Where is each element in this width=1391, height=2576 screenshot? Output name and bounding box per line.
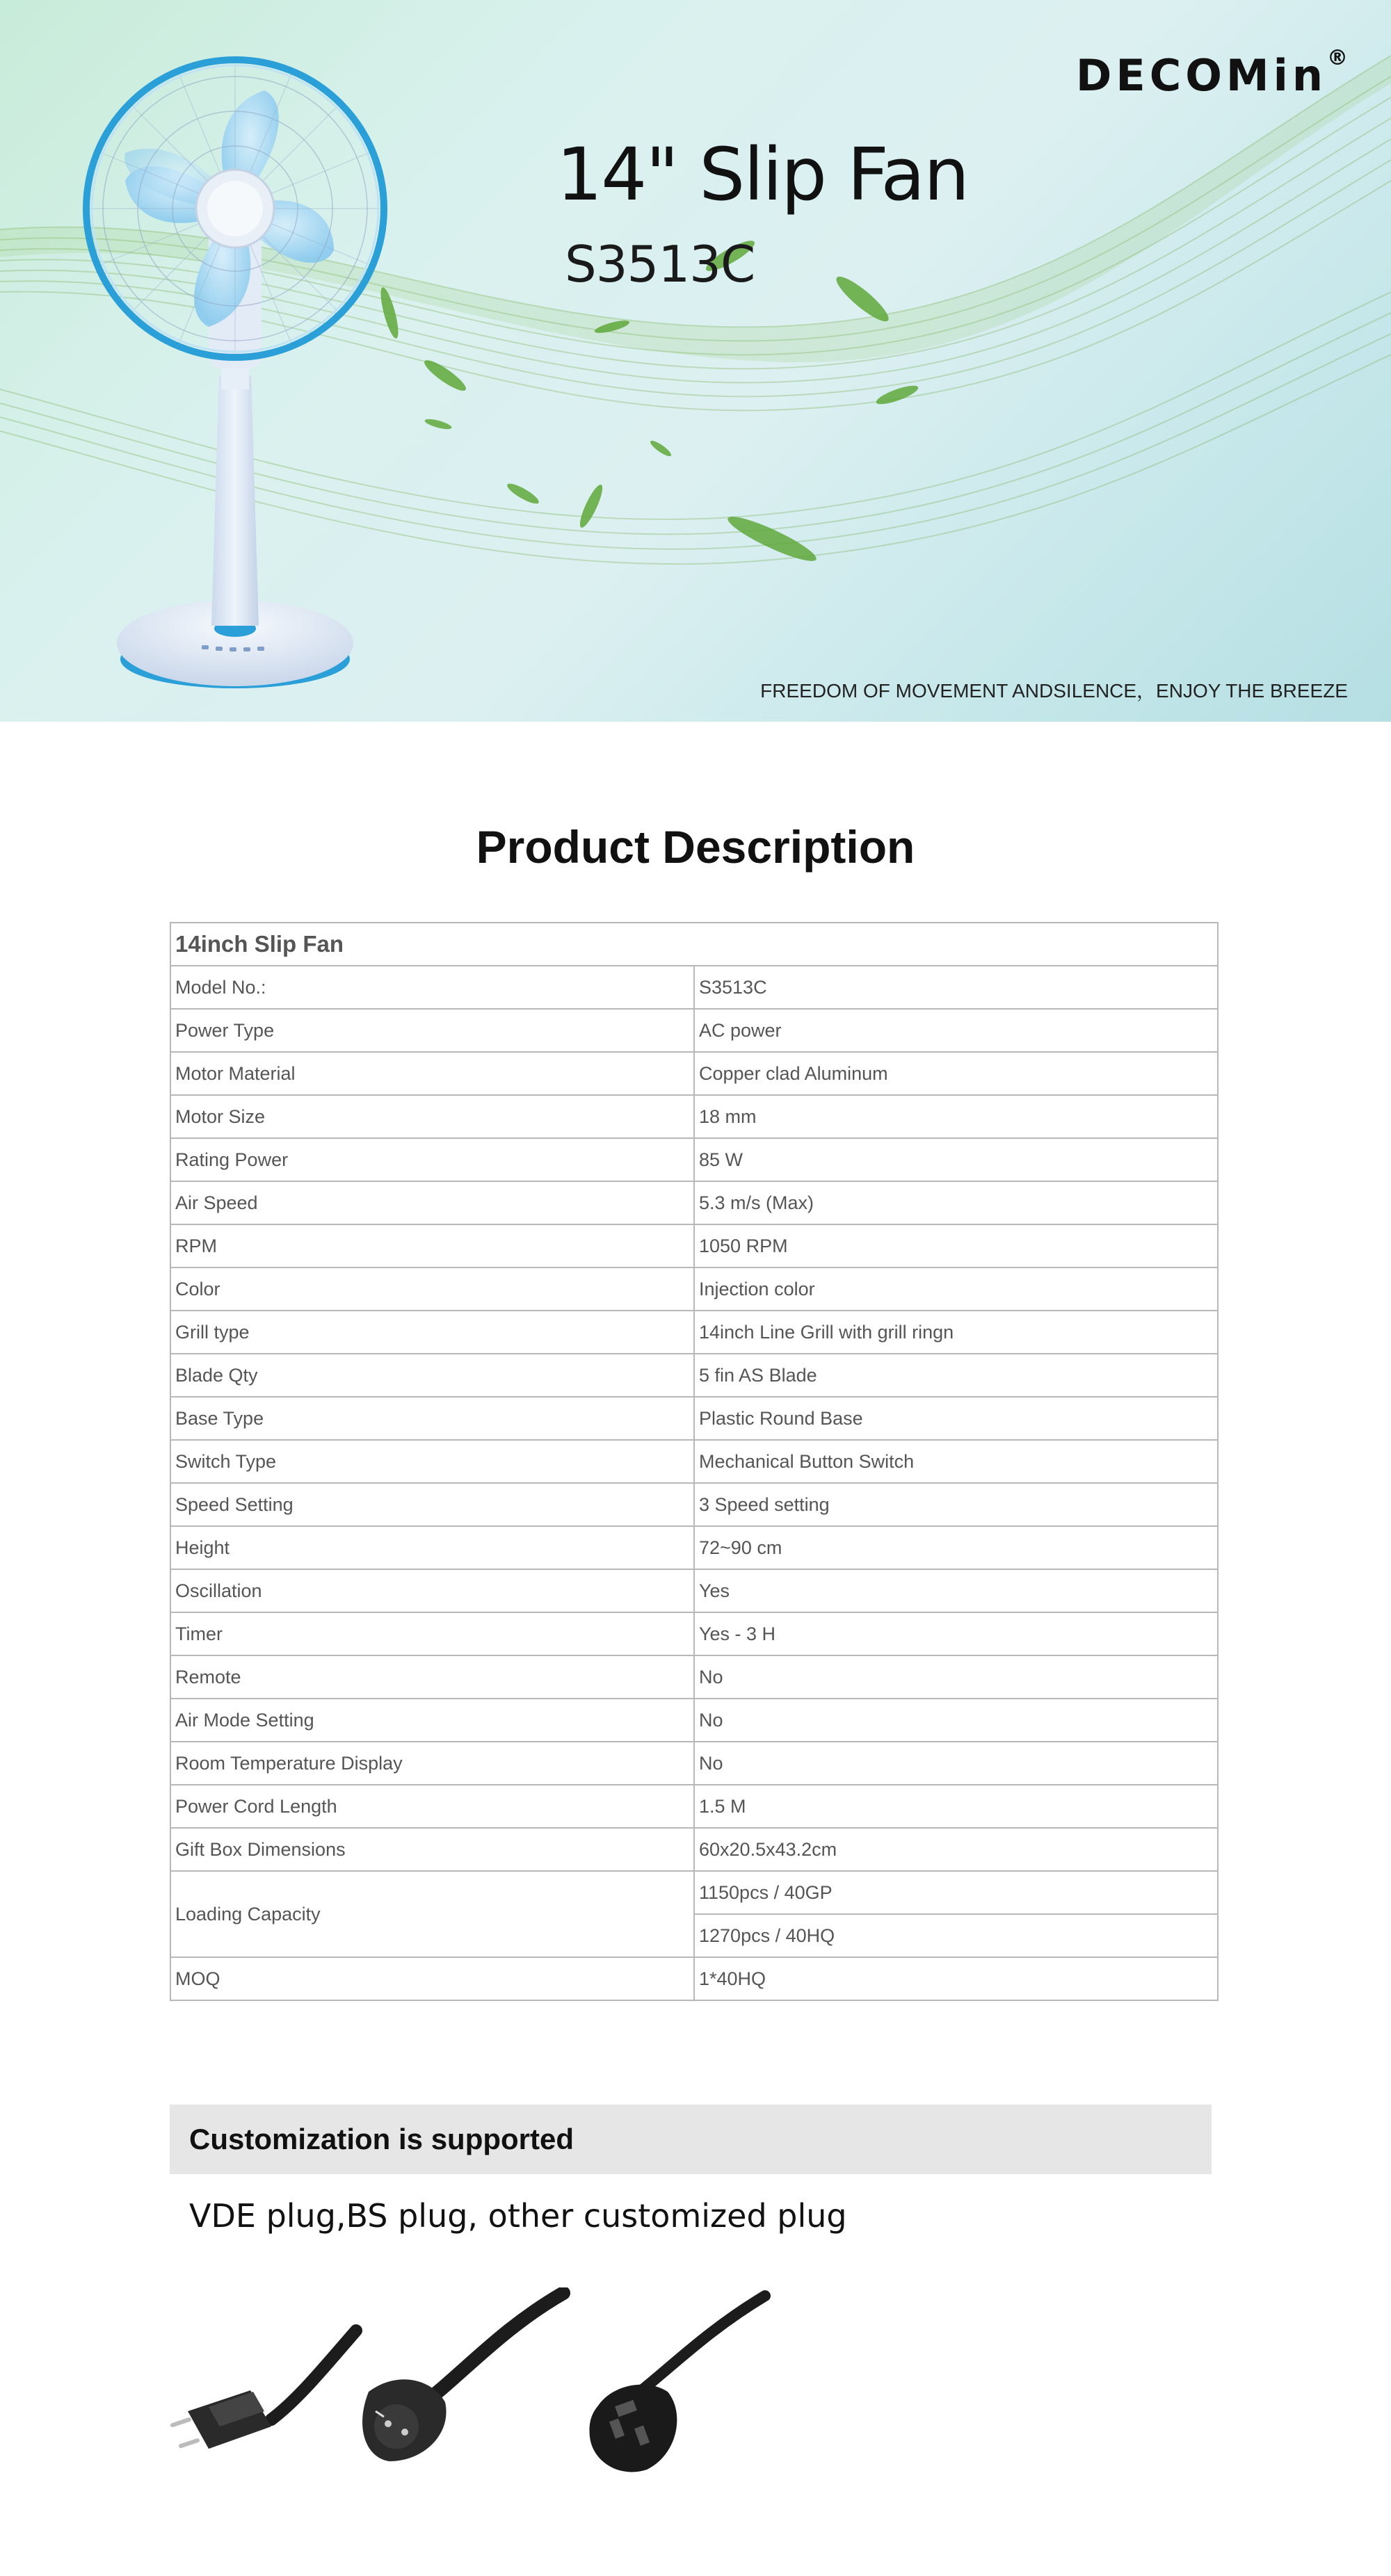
spec-label: Speed Setting xyxy=(170,1483,694,1526)
hero-banner xyxy=(0,0,1391,722)
fan-image xyxy=(86,60,384,688)
spec-value: No xyxy=(694,1655,1218,1699)
table-row xyxy=(170,1828,1218,1871)
spec-label: MOQ xyxy=(170,1957,694,2000)
spec-value: No xyxy=(694,1699,1218,1742)
spec-value: No xyxy=(694,1742,1218,1785)
table-row xyxy=(170,1871,1218,1914)
table-row xyxy=(170,1526,1218,1569)
spec-label: Power Type xyxy=(170,1009,694,1052)
spec-value: Plastic Round Base xyxy=(694,1397,1218,1440)
table-row xyxy=(170,1483,1218,1526)
spec-label: Motor Size xyxy=(170,1095,694,1138)
spec-value: Yes - 3 H xyxy=(694,1612,1218,1655)
spec-label: Color xyxy=(170,1267,694,1311)
table-row xyxy=(170,1655,1218,1699)
customization-text: VDE plug,BS plug, other customized plug xyxy=(189,2197,847,2235)
spec-value: Copper clad Aluminum xyxy=(694,1052,1218,1095)
table-row xyxy=(170,1742,1218,1785)
spec-label: Height xyxy=(170,1526,694,1569)
brand-logo: DECOMin® xyxy=(1075,46,1348,101)
spec-value: 3 Speed setting xyxy=(694,1483,1218,1526)
table-row xyxy=(170,1397,1218,1440)
spec-value: 18 mm xyxy=(694,1095,1218,1138)
table-row xyxy=(170,1311,1218,1354)
spec-label: Gift Box Dimensions xyxy=(170,1828,694,1871)
table-row xyxy=(170,1095,1218,1138)
table-row xyxy=(170,1440,1218,1483)
spec-table xyxy=(170,922,1219,2001)
table-row xyxy=(170,1354,1218,1397)
spec-label: Model No.: xyxy=(170,966,694,1009)
spec-label: Loading Capacity xyxy=(170,1871,694,1957)
spec-value: 1150pcs / 40GP xyxy=(694,1871,1218,1914)
spec-value: Injection color xyxy=(694,1267,1218,1311)
spec-value: 5 fin AS Blade xyxy=(694,1354,1218,1397)
spec-label: Base Type xyxy=(170,1397,694,1440)
spec-value: 1270pcs / 40HQ xyxy=(694,1914,1218,1957)
table-row xyxy=(170,966,1218,1009)
schuko-plug-icon xyxy=(362,2293,563,2461)
spec-label: Rating Power xyxy=(170,1138,694,1181)
spec-value: 1.5 M xyxy=(694,1785,1218,1828)
bs-plug-icon xyxy=(590,2296,766,2472)
hero-model: S3513C xyxy=(565,235,755,293)
spec-label: Remote xyxy=(170,1655,694,1699)
spec-label: Oscillation xyxy=(170,1569,694,1612)
table-row xyxy=(170,1612,1218,1655)
customization-heading: Customization is supported xyxy=(170,2105,1212,2174)
hero-background xyxy=(0,0,1391,722)
table-row xyxy=(170,1785,1218,1828)
spec-value: 1*40HQ xyxy=(694,1957,1218,2000)
hero-tagline: FREEDOM OF MOVEMENT ANDSILENCE，ENJOY THE BREEZE xyxy=(760,680,1348,702)
table-row xyxy=(170,1052,1218,1095)
table-row xyxy=(170,1138,1218,1181)
spec-value: Mechanical Button Switch xyxy=(694,1440,1218,1483)
section-title: Product Description xyxy=(476,821,915,873)
hero-title: 14" Slip Fan xyxy=(556,132,969,217)
vde-plug-icon xyxy=(172,2331,356,2449)
spec-label: Room Temperature Display xyxy=(170,1742,694,1785)
spec-value: AC power xyxy=(694,1009,1218,1052)
table-row xyxy=(170,1699,1218,1742)
spec-label: Motor Material xyxy=(170,1052,694,1095)
spec-value: 85 W xyxy=(694,1138,1218,1181)
spec-label: Power Cord Length xyxy=(170,1785,694,1828)
spec-label: Blade Qty xyxy=(170,1354,694,1397)
spec-label: Timer xyxy=(170,1612,694,1655)
spec-value: 14inch Line Grill with grill ringn xyxy=(694,1311,1218,1354)
table-title-row xyxy=(170,923,1218,966)
table-row xyxy=(170,1267,1218,1311)
spec-value: 5.3 m/s (Max) xyxy=(694,1181,1218,1224)
spec-value: S3513C xyxy=(694,966,1218,1009)
plug-images xyxy=(167,2287,793,2496)
spec-label: Air Mode Setting xyxy=(170,1699,694,1742)
spec-value: 1050 RPM xyxy=(694,1224,1218,1267)
spec-value: 60x20.5x43.2cm xyxy=(694,1828,1218,1871)
table-row xyxy=(170,1957,1218,2000)
table-row xyxy=(170,1181,1218,1224)
spec-label: Switch Type xyxy=(170,1440,694,1483)
spec-label: Air Speed xyxy=(170,1181,694,1224)
spec-value: 72~90 cm xyxy=(694,1526,1218,1569)
table-title: 14inch Slip Fan xyxy=(170,923,1218,966)
spec-value: Yes xyxy=(694,1569,1218,1612)
table-row xyxy=(170,1009,1218,1052)
spec-label: RPM xyxy=(170,1224,694,1267)
table-row xyxy=(170,1569,1218,1612)
spec-label: Grill type xyxy=(170,1311,694,1354)
table-row xyxy=(170,1224,1218,1267)
